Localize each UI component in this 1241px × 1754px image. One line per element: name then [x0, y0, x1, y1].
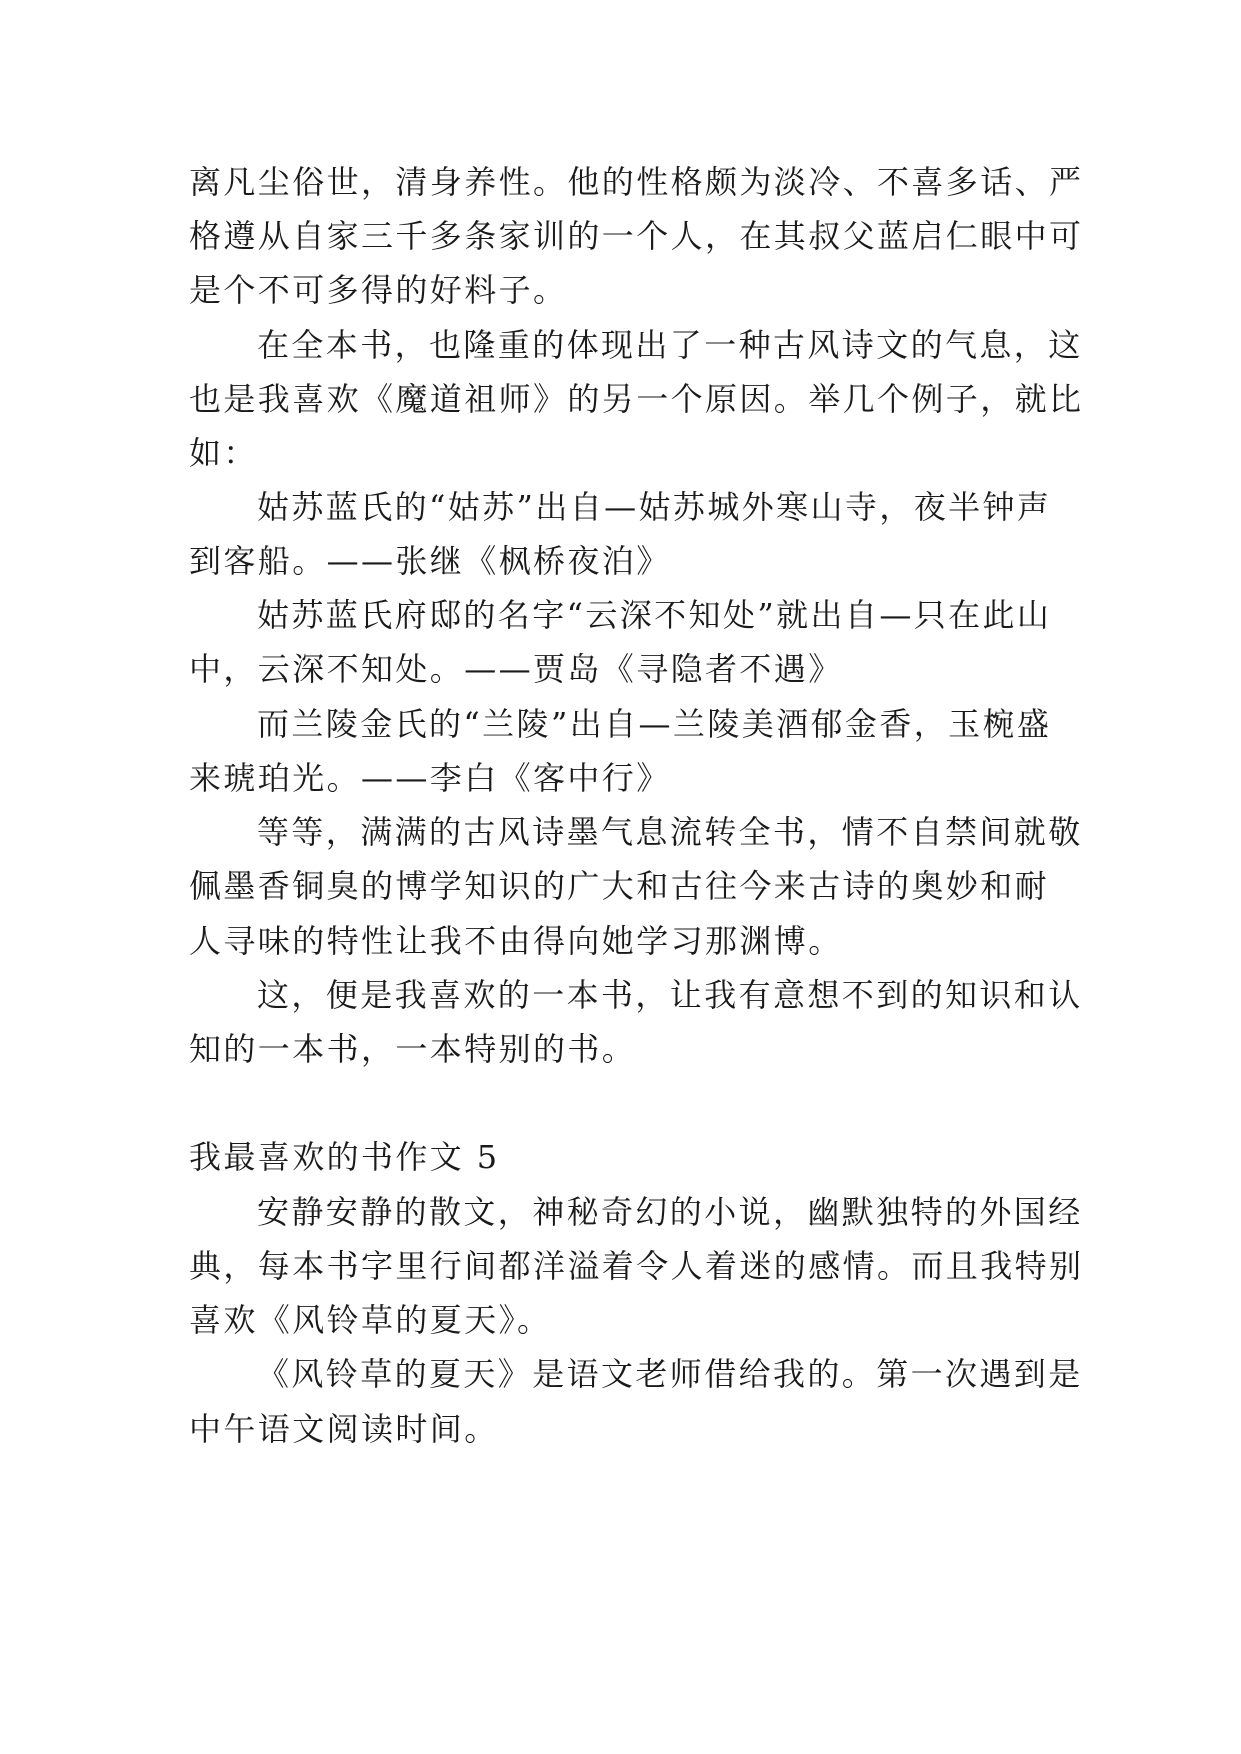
paragraph-line: 而兰陵金氏的“兰陵”出自—兰陵美酒郁金香，玉椀盛 [257, 705, 1052, 743]
paragraph-line: 佩墨香铜臭的博学知识的广大和古往今来古诗的奥妙和耐 [189, 867, 1050, 905]
paragraph-line: 典，每本书字里行间都洋溢着令人着迷的感情。而且我特别 [189, 1247, 1084, 1285]
paragraph-line: 等等，满满的古风诗墨气息流转全书，情不自禁间就敬 [257, 813, 1083, 851]
paragraph-line: 知的一本书，一本特别的书。 [189, 1030, 637, 1068]
paragraph-line: 人寻味的特性让我不由得向她学习那渊博。 [189, 922, 843, 960]
paragraph-line: 姑苏蓝氏的“姑苏”出自—姑苏城外寒山寺，夜半钟声 [257, 488, 1052, 526]
paragraph-line: 安静安静的散文，神秘奇幻的小说，幽默独特的外国经 [257, 1193, 1083, 1231]
paragraph-line: 来琥珀光。——李白《客中行》 [189, 759, 671, 797]
paragraph-line: 在全本书，也隆重的体现出了一种古风诗文的气息，这 [257, 326, 1083, 364]
paragraph-line: 如： [189, 434, 258, 472]
paragraph-line: 姑苏蓝氏府邸的名字“云深不知处”就出自—只在此山 [257, 596, 1052, 634]
paragraph-line: 这，便是我喜欢的一本书，让我有意想不到的知识和认 [257, 976, 1083, 1014]
paragraph-line: 离凡尘俗世，清身养性。他的性格颇为淡冷、不喜多话、严 [189, 163, 1084, 201]
paragraph-line: 中午语文阅读时间。 [189, 1410, 499, 1448]
paragraph-line: 是个不可多得的好料子。 [189, 271, 568, 309]
paragraph-line: 喜欢《风铃草的夏天》。 [189, 1301, 552, 1339]
paragraph-line: 也是我喜欢《魔道祖师》的另一个原因。举几个例子，就比 [189, 380, 1084, 418]
paragraph-line: 《风铃草的夏天》是语文老师借给我的。第一次遇到是 [257, 1355, 1083, 1393]
paragraph-line: 到客船。——张继《枫桥夜泊》 [189, 542, 671, 580]
paragraph-line: 格遵从自家三千多条家训的一个人，在其叔父蓝启仁眼中可 [189, 217, 1084, 255]
section-title: 我最喜欢的书作文 5 [189, 1138, 500, 1176]
paragraph-line: 中，云深不知处。——贾岛《寻隐者不遇》 [189, 650, 843, 688]
